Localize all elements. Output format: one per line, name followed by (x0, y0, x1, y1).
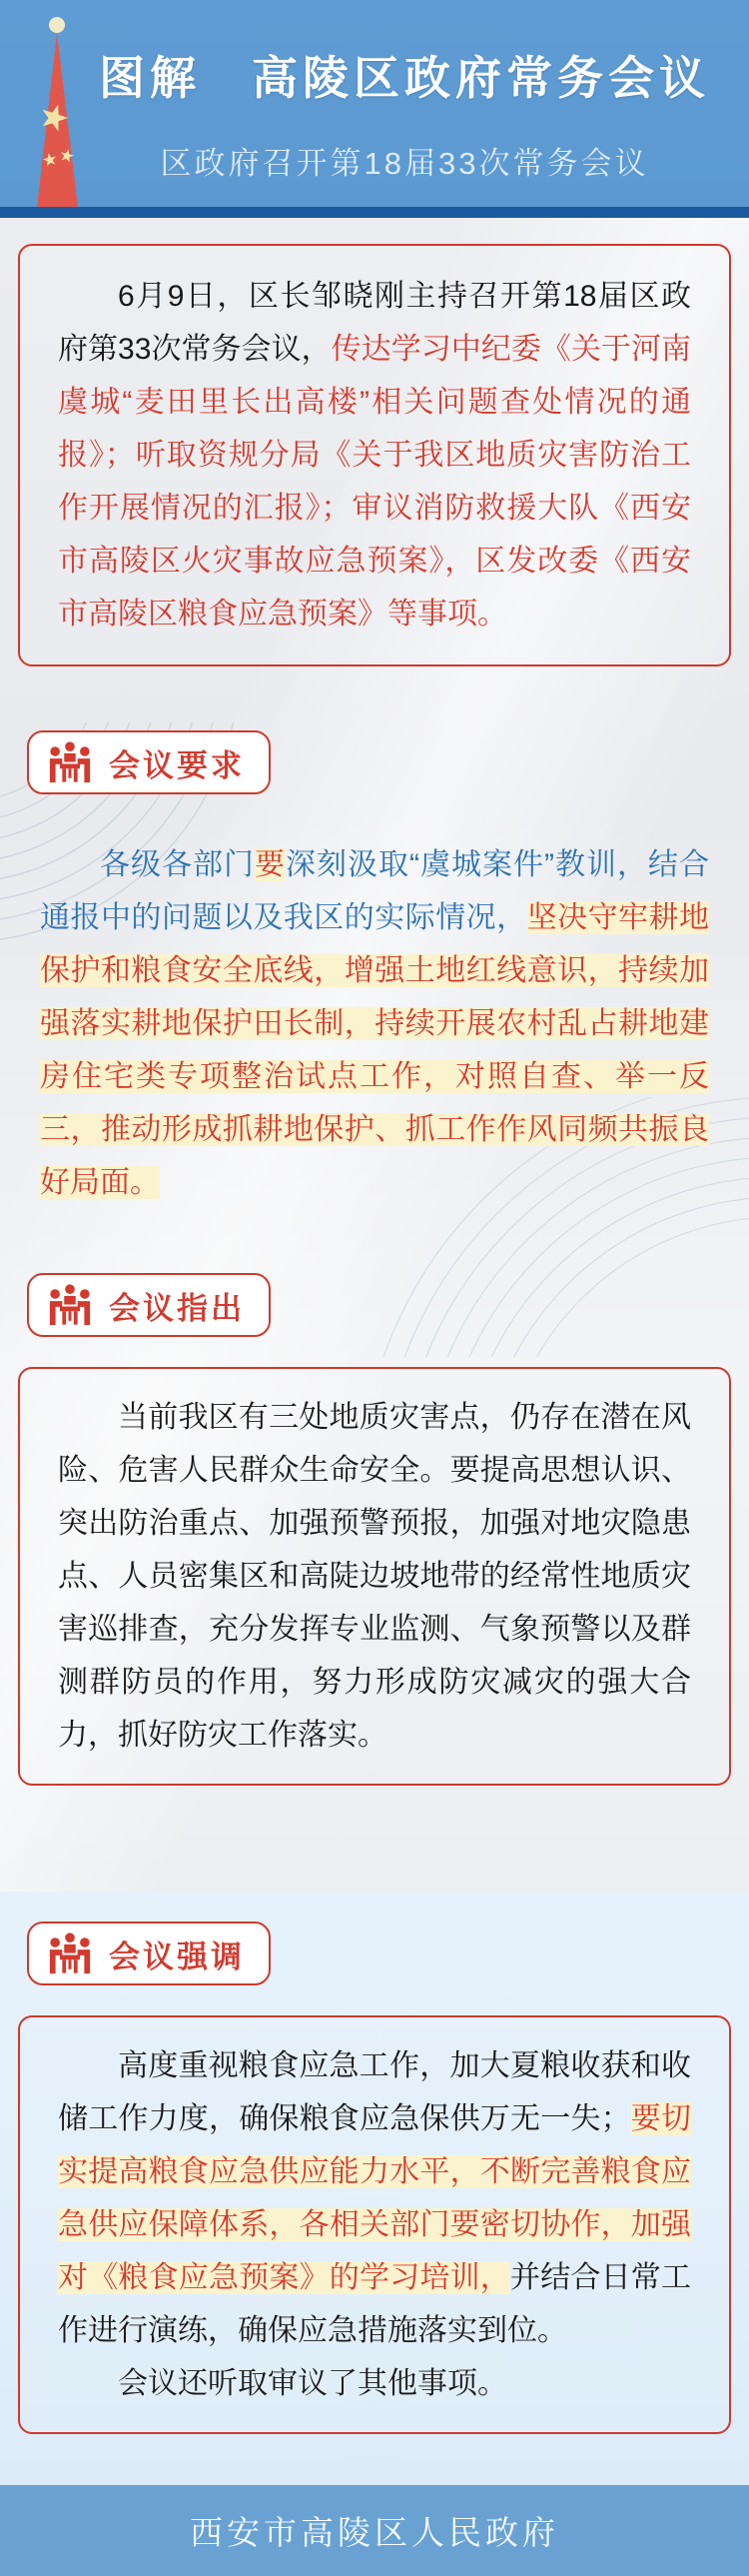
emphasis-text-1: 高度重视粮食应急工作，加大夏粮收获和收储工作力度，确保粮食应急保供万无一失；要切实提高粮食应急供应能力水平，不断完善粮食应急供应保障体系，各相关部门要密切协作，加强对《粮食应急预案》的学习培训，并结合日常工作进行演练，确保应急措施落实到位。 (58, 2049, 692, 2347)
points-text: 当前我区有三处地质灾害点，仍存在潜在风险、危害人民群众生命安全。要提高思想认识、突出防治重点、加强预警预报，加强对地灾隐患点、人员密集区和高陡边坡地带的经常性地质灾害巡排查，充分发挥专业监测、气象预警以及群测群防员的作用，努力形成防灾减灾的强大合力，抓好防灾工作落实。 (58, 1401, 691, 1752)
emphasis-section (0, 1892, 749, 2485)
footer-text: 西安市高陵区人民政府 (190, 2514, 559, 2551)
header (0, 0, 749, 207)
summary-card (18, 244, 731, 666)
badge-label: 会议强调 (109, 1938, 245, 1974)
meeting-people-icon (47, 739, 93, 785)
emphasis-text-2: 会议还听取审议了其他事项。 (118, 2367, 507, 2400)
page-subtitle: 区政府召开第18届33次常务会议 (160, 146, 649, 181)
page-title: 图解 高陵区政府常务会议 (99, 52, 710, 104)
main-section (0, 218, 749, 1892)
emphasis-card (18, 2015, 731, 2434)
summary-text: 6月9日，区长邹晓刚主持召开第18届区政府第33次常务会议，传达学习中纪委《关于河南虞城“麦田里长出高楼”相关问题查处情况的通报》；听取资规分局《关于我区地质灾害防治工作开展情况的汇报》；审议消防救援大队《西安市高陵区火灾事故应急预案》，区发改委《西安市高陵区粮食应急预案》等事项。 (58, 280, 691, 631)
meeting-people-icon (47, 1282, 93, 1328)
badge-meeting-emphasis (27, 1922, 271, 1985)
badge-label: 会议指出 (109, 1290, 245, 1326)
points-card (18, 1367, 731, 1786)
footer (0, 2485, 749, 2576)
header-divider (0, 207, 749, 218)
badge-meeting-points (27, 1273, 271, 1337)
badge-meeting-requirements (27, 730, 271, 794)
meeting-people-icon (47, 1931, 93, 1976)
badge-label: 会议要求 (109, 747, 245, 783)
china-flag-icon (26, 16, 110, 216)
requirements-text: 各级各部门要深刻汲取“虞城案件”教训，结合通报中的问题以及我区的实际情况，坚决守牢耕地保护和粮食安全底线，增强土地红线意识，持续加强落实耕地保护田长制，持续开展农村乱占耕地建房住宅类专项整治试点工作，对照自查、举一反三，推动形成抓耕地保护、抓工作作风同频共振良好局面。 (40, 848, 710, 1199)
